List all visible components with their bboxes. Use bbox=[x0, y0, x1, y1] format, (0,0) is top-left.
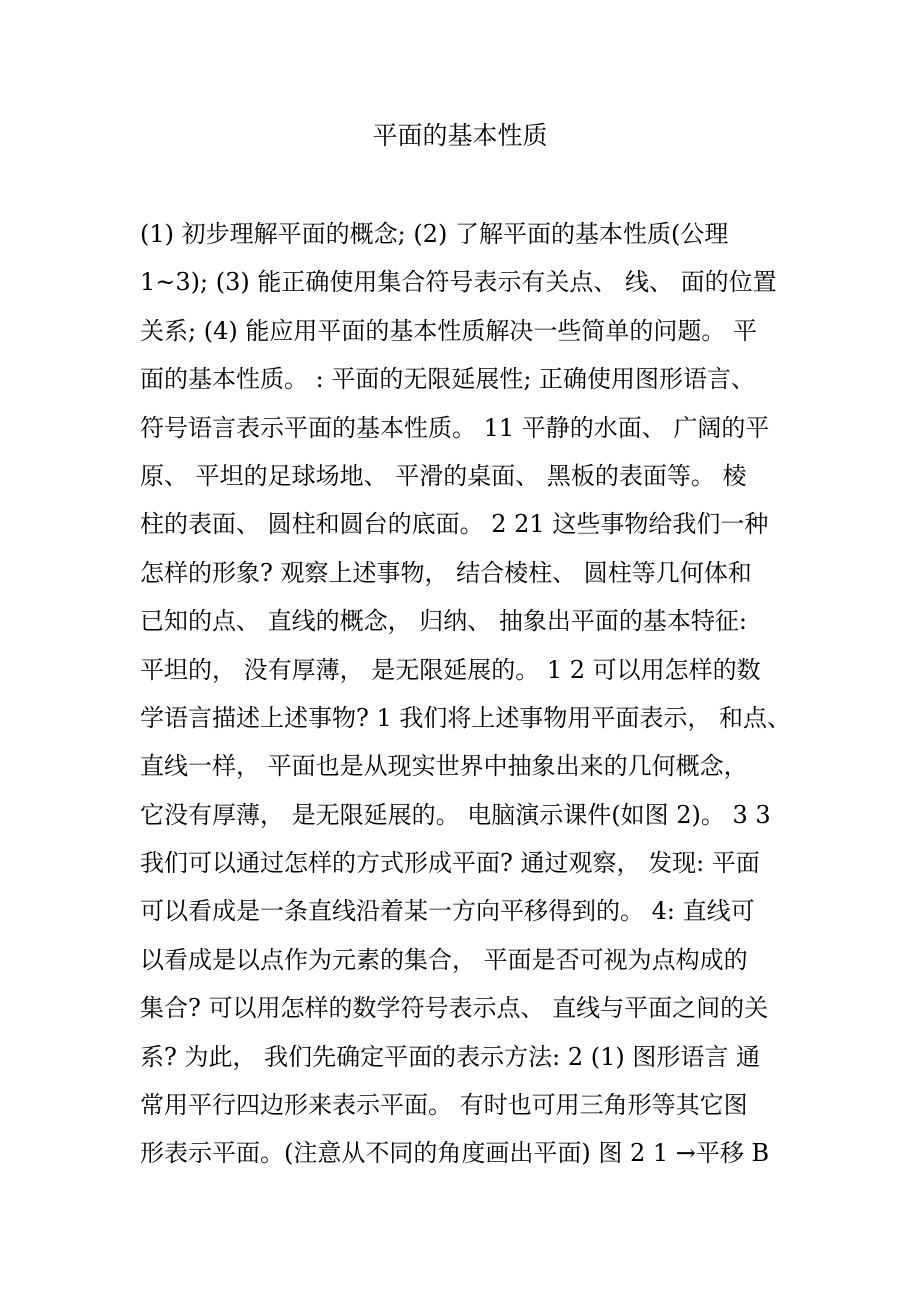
document-body bbox=[140, 216, 800, 1184]
text-line: 直线一样， 平面也是从现实世界中抽象出来的几何概念， bbox=[140, 752, 748, 781]
text-line: 平坦的， 没有厚薄， 是无限延展的。 1 2 可以用怎样的数 bbox=[140, 655, 761, 684]
text-line: 柱的表面、 圆柱和圆台的底面。 2 21 这些事物给我们一种 bbox=[140, 510, 769, 539]
text-line: 以看成是以点作为元素的集合， 平面是否可视为点构成的 bbox=[140, 945, 748, 974]
text-line: 集合? 可以用怎样的数学符号表示点、 直线与平面之间的关 bbox=[140, 994, 769, 1023]
text-line: 系? 为此， 我们先确定平面的表示方法: 2 (1) 图形语言 通 bbox=[140, 1042, 760, 1071]
text-line: 已知的点、 直线的概念， 归纳、 抽象出平面的基本特征: bbox=[140, 607, 747, 636]
text-line: (1) 初步理解平面的概念; (2) 了解平面的基本性质(公理 bbox=[140, 220, 729, 248]
text-line: 可以看成是一条直线沿着某一方向平移得到的。 4: 直线可 bbox=[140, 897, 755, 926]
text-line: 面的基本性质。 : 平面的无限延展性; 正确使用图形语言、 bbox=[140, 365, 756, 394]
text-line: 我们可以通过怎样的方式形成平面? 通过观察， 发现: 平面 bbox=[140, 849, 760, 878]
text-line: 怎样的形象? 观察上述事物， 结合棱柱、 圆柱等几何体和 bbox=[140, 558, 752, 587]
text-line: 它没有厚薄， 是无限延展的。 电脑演示课件(如图 2)。 3 3 bbox=[140, 800, 771, 829]
text-line: 学语言描述上述事物? 1 我们将上述事物用平面表示， 和点、 bbox=[140, 703, 792, 732]
text-line: 符号语言表示平面的基本性质。 11 平静的水面、 广阔的平 bbox=[140, 413, 770, 442]
text-line: 关系; (4) 能应用平面的基本性质解决一些简单的问题。 平 bbox=[140, 316, 757, 345]
text-line: 原、 平坦的足球场地、 平滑的桌面、 黑板的表面等。 棱 bbox=[140, 461, 747, 490]
text-line: 1~3); (3) 能正确使用集合符号表示有关点、 线、 面的位置 bbox=[140, 268, 777, 297]
text-line: 形表示平面。(注意从不同的角度画出平面) 图 2 1 →平移 B bbox=[140, 1139, 770, 1168]
text-line: 常用平行四边形来表示平面。 有时也可用三角形等其它图 bbox=[140, 1091, 748, 1120]
document-title: 平面的基本性质 bbox=[372, 121, 548, 150]
